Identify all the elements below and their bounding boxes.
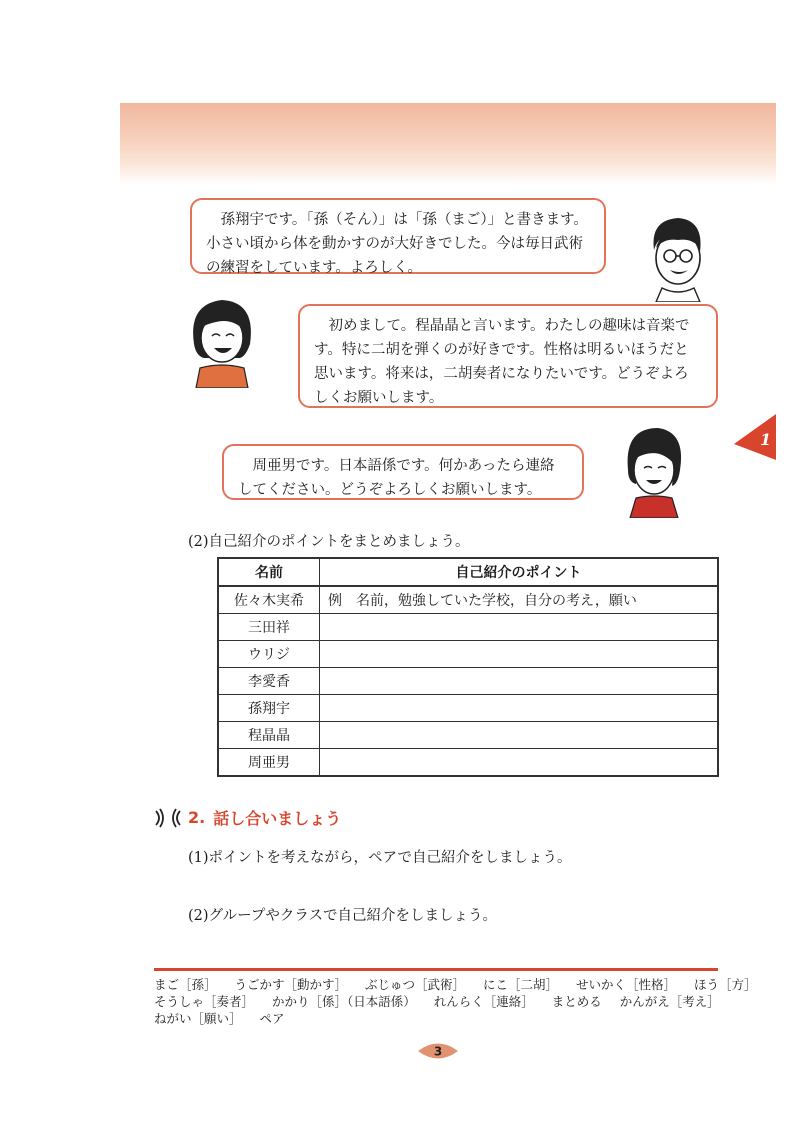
vocab-item: ペア [259,1011,285,1026]
page-number-badge [414,1040,462,1062]
table-cell-name: 三田祥 [218,614,320,641]
chapter-tab-number: 1 [760,430,772,449]
vocab-item: にこ［二胡］ [483,977,559,992]
vocab-line [154,993,734,1010]
bubble-text-shu: 周亜男です。日本語係です。何かあったら連絡してください。どうぞよろしくお願いします。 [238,458,555,498]
discussion-icon [154,807,182,829]
vocab-item: れんらく［連絡］ [433,994,534,1009]
chapter-tab [730,414,776,460]
vocab-item: かんがえ［考え］ [619,994,720,1009]
table-cell-name: 程晶晶 [218,722,320,749]
table-row [218,641,718,668]
points-table [217,557,719,777]
table-cell-name: 佐々木実希 [218,586,320,614]
section2-item1: (1)ポイントを考えながら，ペアで自己紹介をしましょう。 [188,850,572,866]
footer-rule [154,968,718,971]
vocab-line [154,976,757,993]
header-points: 自己紹介のポイント [320,558,719,586]
table-cell-name: 周亜男 [218,749,320,777]
vocab-item: ほう［方］ [694,977,757,992]
page-number: 3 [433,1044,443,1059]
vocab-item: まご［孫］ [154,977,217,992]
section2-heading [154,806,341,829]
table-cell-point[interactable]: 例 名前，勉強していた学校，自分の考え，願い [320,586,719,614]
table-cell-name: ウリジ [218,641,320,668]
table-cell-point[interactable] [320,641,719,668]
avatar-tei [186,294,258,388]
table-cell-point[interactable] [320,695,719,722]
vocab-item: かかり［係］（日本語係） [272,994,416,1009]
table-cell-name: 孫翔宇 [218,695,320,722]
vocab-line [154,1010,734,1027]
table-cell-point[interactable] [320,614,719,641]
table-cell-point[interactable] [320,668,719,695]
table-row [218,695,718,722]
table-cell-name: 李愛香 [218,668,320,695]
table-row [218,586,718,614]
table-header-row [218,558,718,586]
table-cell-point[interactable] [320,722,719,749]
vocab-item: ねがい［願い］ [154,1011,242,1026]
bubble-text-son: 孫翔宇です。「孫（そん）」は「孫（まご）」と書きます。小さい頃から体を動かすのが大好きでした。今は毎日武術の練習をしています。よろしく。 [206,212,588,276]
section2-number: 2. [188,808,206,827]
table-row [218,668,718,695]
section2-title: 話し合いましょう [213,809,342,828]
table-cell-point[interactable] [320,749,719,777]
vocab-list [154,976,757,1027]
header-band [120,103,776,185]
vocab-item: まとめる [551,994,602,1009]
task-caption: (2)自己紹介のポイントをまとめましょう。 [188,534,470,550]
vocab-item: せいかく［性格］ [576,977,677,992]
vocab-item: うごかす［動かす］ [234,977,348,992]
vocab-item: そうしゃ［奏者］ [154,994,255,1009]
avatar-son [640,212,710,302]
header-name: 名前 [218,558,320,586]
vocab-item: ぶじゅつ［武術］ [365,977,466,992]
table-row [218,614,718,641]
section2-item2: (2)グループやクラスで自己紹介をしましょう。 [188,908,497,924]
speech-bubble-tei [298,304,718,408]
bubble-text-tei: 初めまして。程晶晶と言います。わたしの趣味は音楽です。特に二胡を弾くのが好きです。性格は明るいほうだと思います。将来は，二胡奏者になりたいです。どうぞよろしくお願いします。 [314,318,690,406]
table-row [218,749,718,777]
table-row [218,722,718,749]
avatar-shu [616,424,688,518]
speech-bubble-son [190,198,606,274]
speech-bubble-shu [222,444,584,500]
